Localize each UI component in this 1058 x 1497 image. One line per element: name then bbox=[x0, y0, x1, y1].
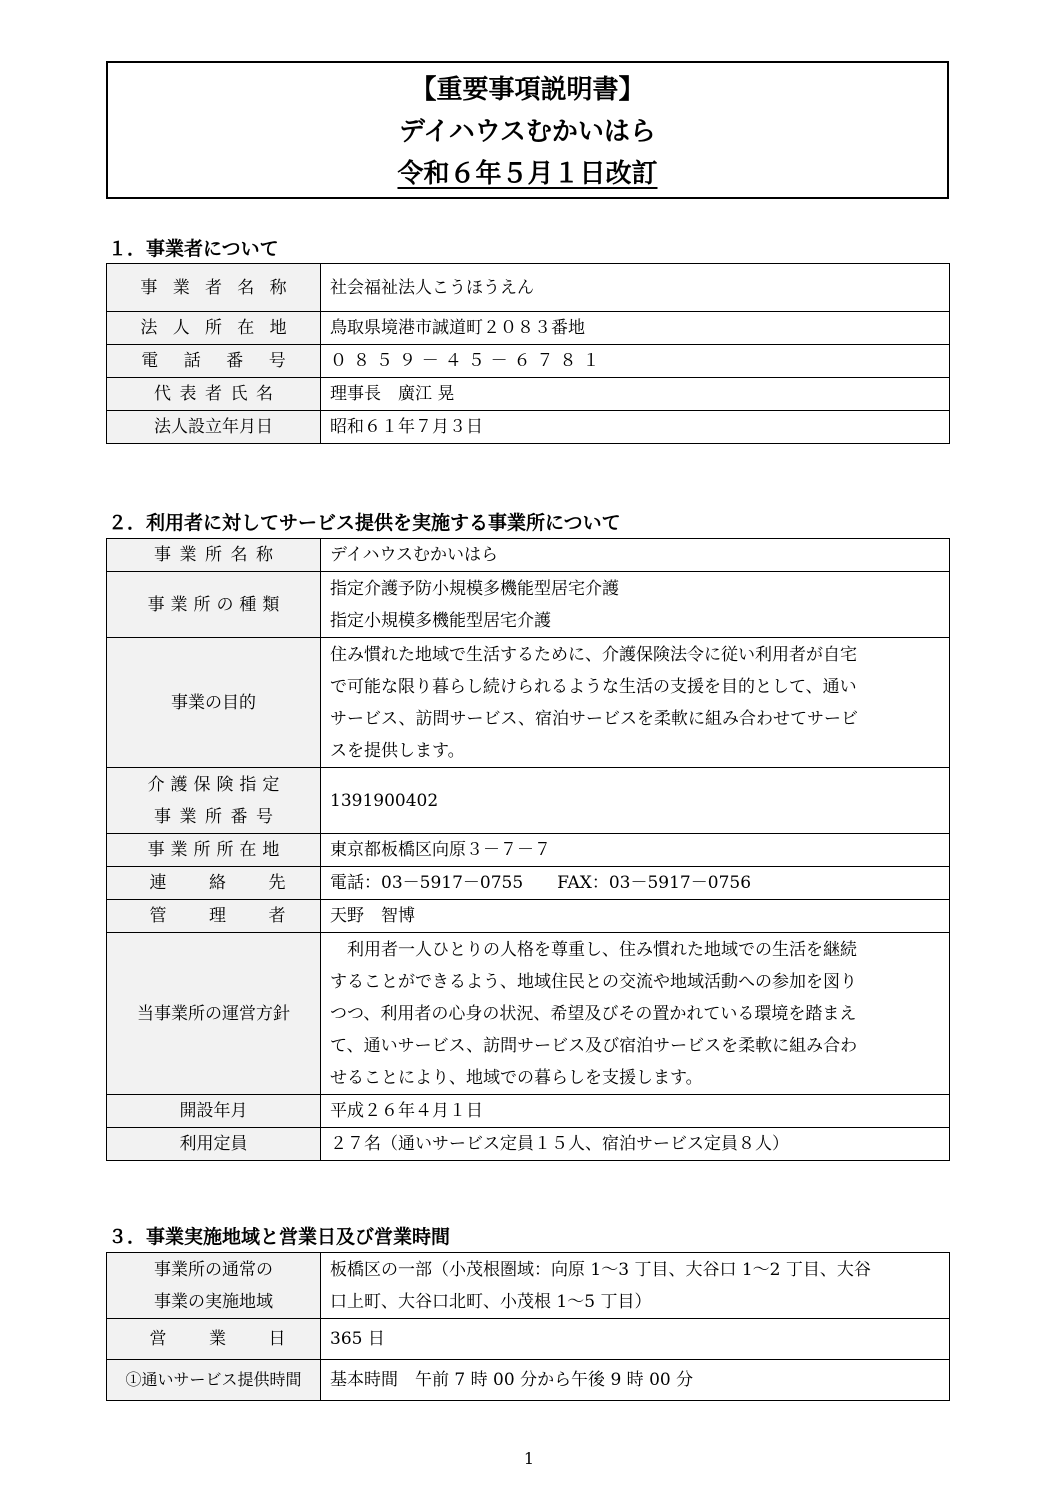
service-area-value bbox=[321, 1253, 950, 1319]
page-number: 1 bbox=[523, 1449, 535, 1468]
table-row bbox=[107, 1253, 950, 1319]
document-title: 【重要事項説明書】 bbox=[410, 75, 645, 105]
operator-name-label: 事業者名称 bbox=[107, 264, 321, 312]
document-title-box bbox=[106, 61, 949, 199]
policy-line: 利用者一人ひとりの人格を尊重し、住み慣れた地域での生活を継続 bbox=[347, 939, 857, 960]
service-hours-label: ①通いサービス提供時間 bbox=[107, 1360, 321, 1401]
table-row bbox=[107, 834, 950, 867]
revision-date: 令和６年５月１日改訂 bbox=[397, 159, 658, 189]
service-area-label: 事業所の通常の 事業の実施地域 bbox=[107, 1253, 321, 1319]
facility-address-label: 事業所所在地 bbox=[107, 834, 321, 867]
service-area-line: 板橋区の一部（小茂根圏域：向原 1～3 丁目、大谷口 1～2 丁目、大谷 bbox=[330, 1259, 871, 1280]
purpose-line: スを提供します。 bbox=[330, 740, 465, 761]
policy-label: 当事業所の運営方針 bbox=[107, 933, 321, 1095]
table-row bbox=[107, 572, 950, 638]
policy-line: つつ、利用者の心身の状況、希望及びその置かれている環境を踏まえ bbox=[330, 1003, 857, 1024]
policy-value bbox=[321, 933, 950, 1095]
operator-name-value: 社会福祉法人こうほうえん bbox=[321, 264, 950, 312]
table-row bbox=[107, 264, 950, 312]
table-row bbox=[107, 539, 950, 572]
phone-value: ０８５９－４５－６７８１ bbox=[321, 345, 950, 378]
facility-address-value: 東京都板橋区向原３－７－７ bbox=[321, 834, 950, 867]
representative-value: 理事長 廣江 晃 bbox=[321, 378, 950, 411]
facility-type-label: 事業所の種類 bbox=[107, 572, 321, 638]
table-row bbox=[107, 867, 950, 900]
table-row bbox=[107, 1128, 950, 1161]
policy-line: せることにより、地域での暮らしを支援します。 bbox=[330, 1067, 703, 1088]
manager-label: 管理者 bbox=[107, 900, 321, 933]
contact-value: 電話：03－5917－0755 FAX：03－5917－0756 bbox=[321, 867, 950, 900]
table-row bbox=[107, 1095, 950, 1128]
business-days-value: 365 日 bbox=[321, 1319, 950, 1360]
designation-number-value: 1391900402 bbox=[321, 768, 950, 834]
table-row bbox=[107, 768, 950, 834]
operator-table bbox=[106, 263, 950, 444]
facility-table bbox=[106, 538, 950, 1161]
purpose-line: サービス、訪問サービス、宿泊サービスを柔軟に組み合わせてサービ bbox=[330, 708, 859, 729]
established-value: 昭和６１年７月３日 bbox=[321, 411, 950, 444]
business-days-label: 営業日 bbox=[107, 1319, 321, 1360]
facility-type-line: 指定介護予防小規模多機能型居宅介護 bbox=[330, 578, 619, 599]
facility-type-value bbox=[321, 572, 950, 638]
facility-name-label: 事業所名称 bbox=[107, 539, 321, 572]
service-area-line: 口上町、大谷口北町、小茂根 1～5 丁目） bbox=[330, 1291, 652, 1312]
phone-label: 電話番号 bbox=[107, 345, 321, 378]
table-row bbox=[107, 312, 950, 345]
section-2-heading: ２．利用者に対してサービス提供を実施する事業所について bbox=[108, 512, 621, 534]
section-3-heading: ３．事業実施地域と営業日及び営業時間 bbox=[108, 1226, 451, 1248]
table-row bbox=[107, 411, 950, 444]
table-row bbox=[107, 900, 950, 933]
capacity-label: 利用定員 bbox=[107, 1128, 321, 1161]
policy-line: て、通いサービス、訪問サービス及び宿泊サービスを柔軟に組み合わ bbox=[330, 1035, 858, 1056]
service-hours-value: 基本時間 午前 7 時 00 分から午後 9 時 00 分 bbox=[321, 1360, 950, 1401]
purpose-line: で可能な限り暮らし続けられるような生活の支援を目的として、通い bbox=[330, 676, 857, 697]
policy-line: することができるよう、地域住民との交流や地域活動への参加を図り bbox=[330, 971, 857, 992]
table-row bbox=[107, 933, 950, 1095]
opened-value: 平成２６年４月１日 bbox=[321, 1095, 950, 1128]
table-row bbox=[107, 378, 950, 411]
manager-value: 天野 智博 bbox=[321, 900, 950, 933]
service-area-table bbox=[106, 1252, 950, 1401]
corp-address-value: 鳥取県境港市誠道町２０８３番地 bbox=[321, 312, 950, 345]
capacity-value: ２７名（通いサービス定員１５人、宿泊サービス定員８人） bbox=[321, 1128, 950, 1161]
table-row bbox=[107, 638, 950, 768]
table-row bbox=[107, 1319, 950, 1360]
table-row bbox=[107, 345, 950, 378]
facility-name-value: デイハウスむかいはら bbox=[321, 539, 950, 572]
established-label: 法人設立年月日 bbox=[107, 411, 321, 444]
facility-name-title: デイハウスむかいはら bbox=[399, 117, 656, 147]
representative-label: 代表者氏名 bbox=[107, 378, 321, 411]
corp-address-label: 法人所在地 bbox=[107, 312, 321, 345]
contact-label: 連絡先 bbox=[107, 867, 321, 900]
purpose-value bbox=[321, 638, 950, 768]
purpose-label: 事業の目的 bbox=[107, 638, 321, 768]
facility-type-line: 指定小規模多機能型居宅介護 bbox=[330, 610, 551, 631]
section-1-heading: １．事業者について bbox=[108, 238, 279, 260]
opened-label: 開設年月 bbox=[107, 1095, 321, 1128]
table-row bbox=[107, 1360, 950, 1401]
purpose-line: 住み慣れた地域で生活するために、介護保険法令に従い利用者が自宅 bbox=[330, 644, 857, 665]
designation-number-label: 介護保険指定 事業所番号 bbox=[107, 768, 321, 834]
